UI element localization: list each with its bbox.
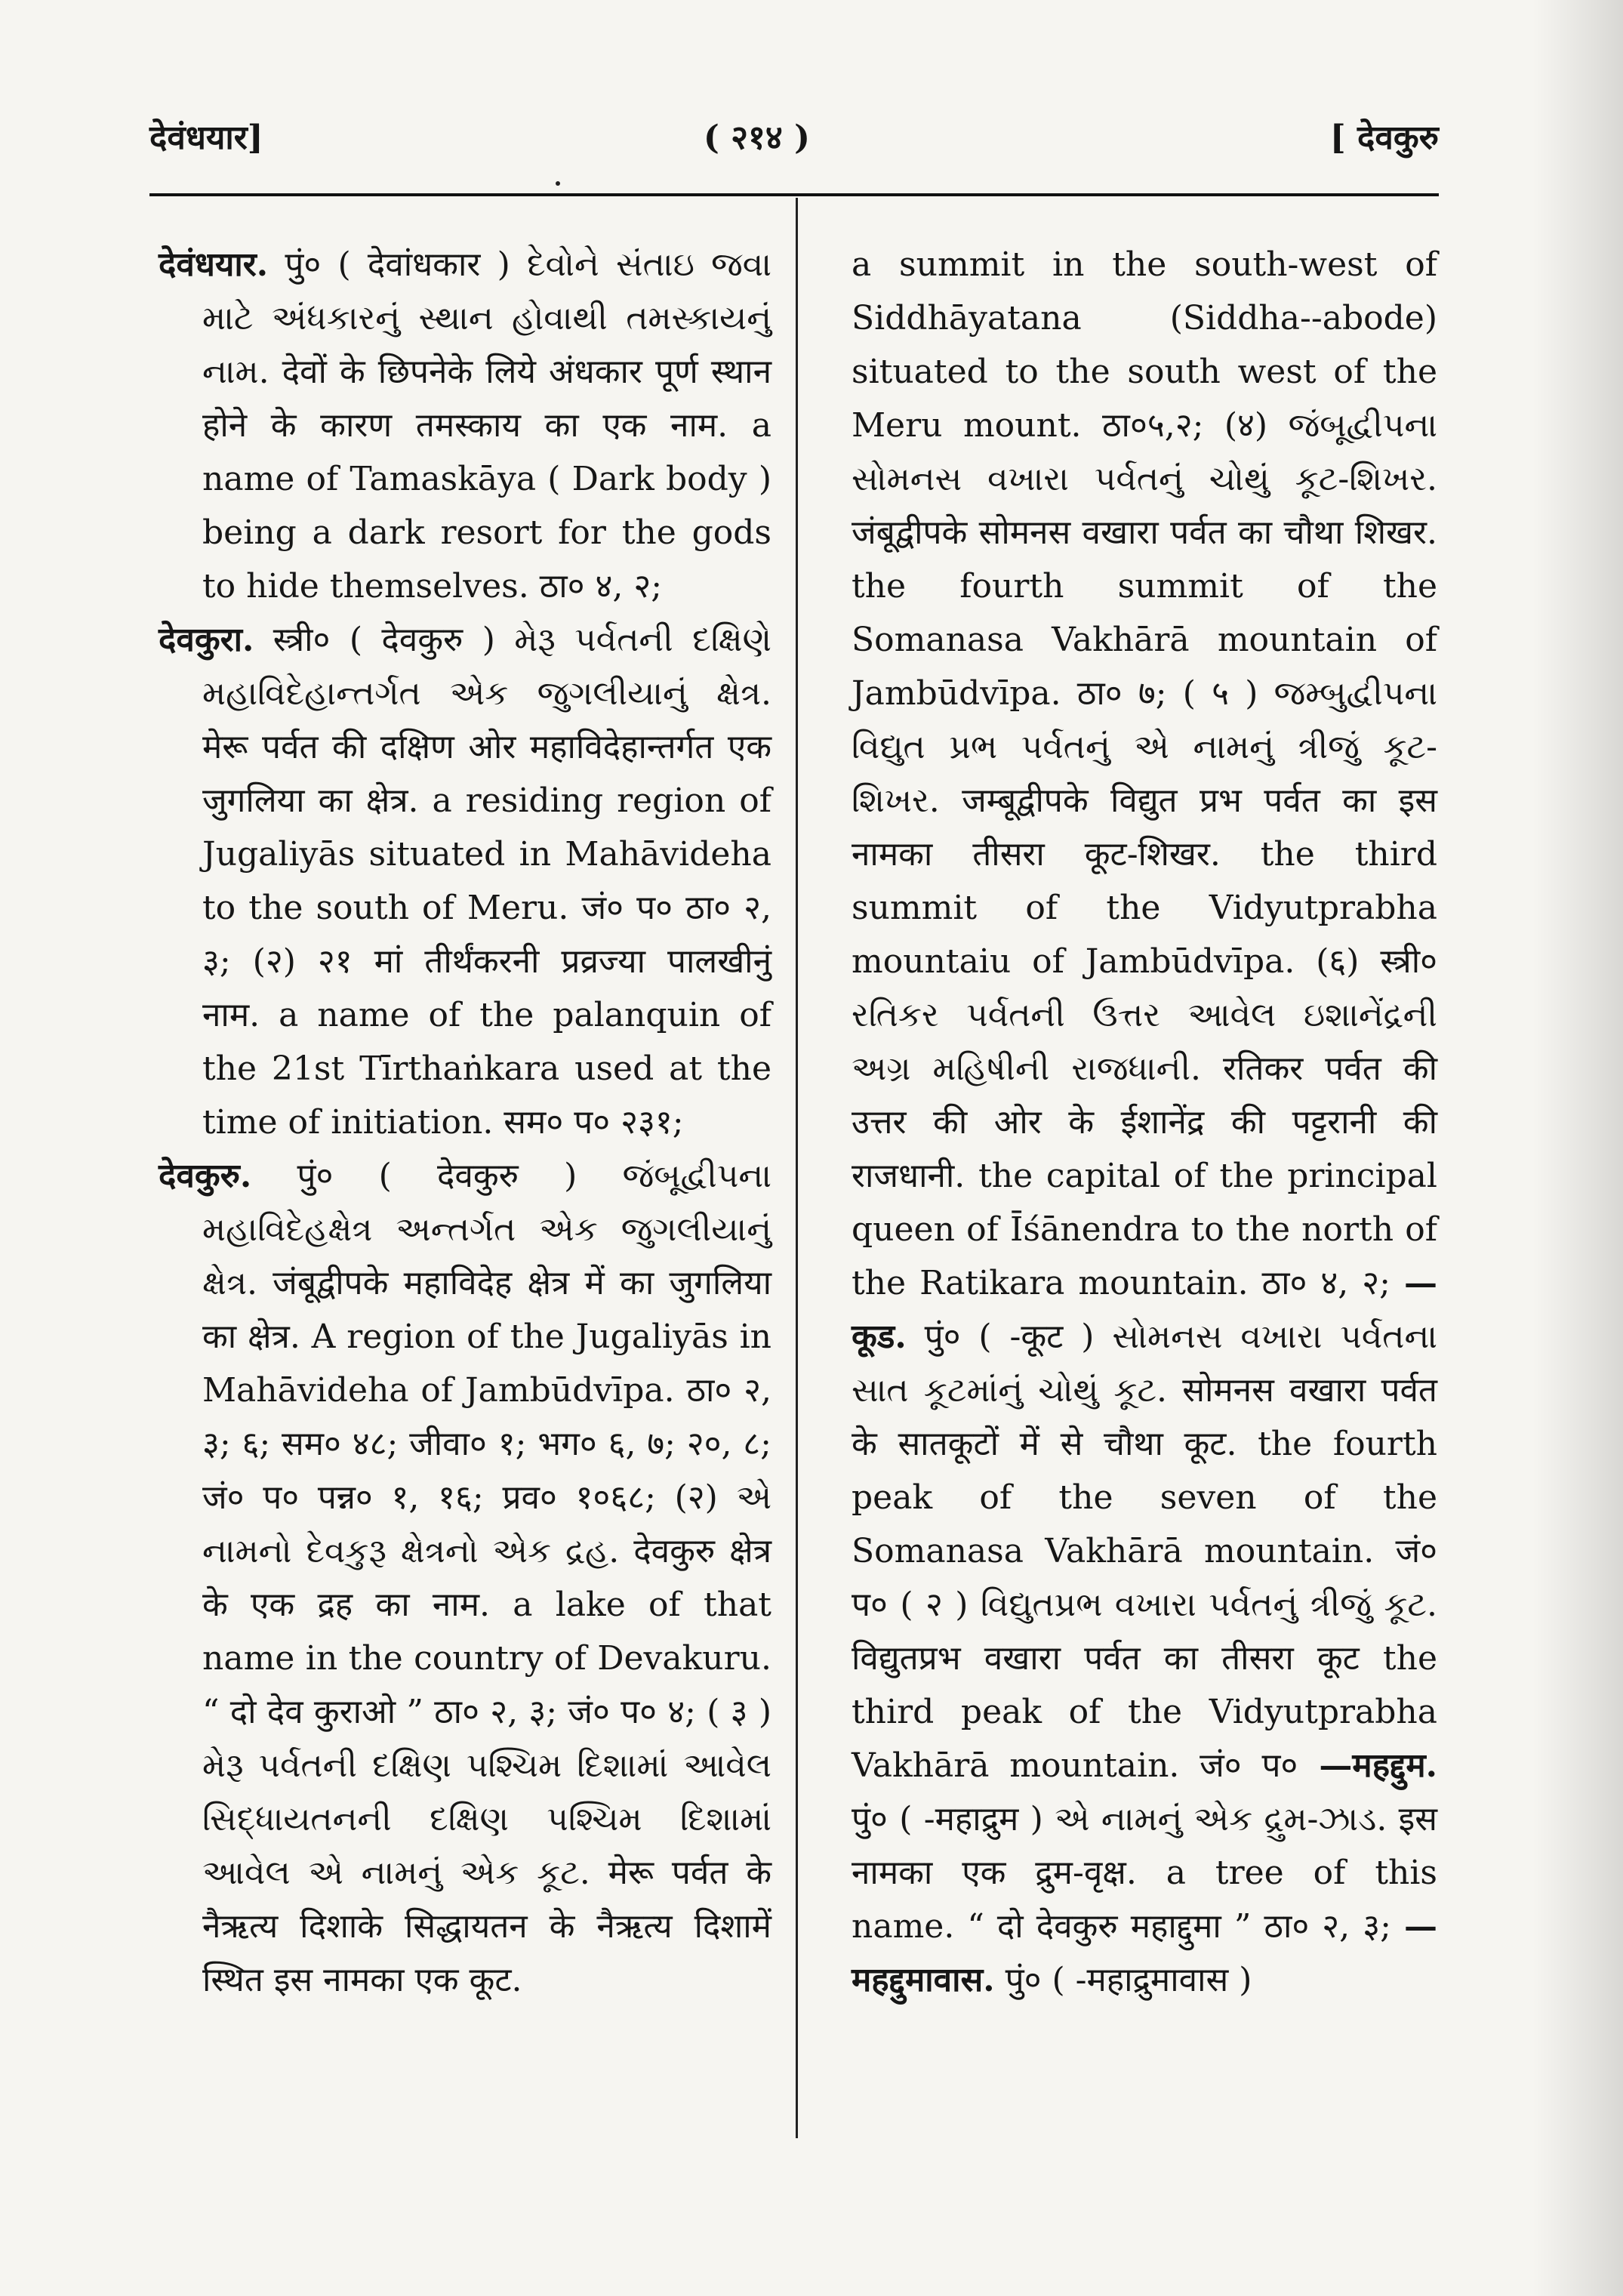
- left-column: [159, 238, 771, 2007]
- sub-headword: —महद्दुम.: [1298, 1746, 1437, 1785]
- column-divider: [796, 198, 798, 2138]
- dictionary-entry: [159, 1149, 771, 2007]
- ink-dot: [556, 181, 560, 186]
- right-column: [852, 238, 1437, 2007]
- page-edge-shadow: [1532, 0, 1623, 2296]
- headword: देवंधयार.: [159, 245, 269, 284]
- sub-entry-body: पुं० ( -महाद्रुमावास ): [994, 1961, 1252, 1999]
- entry-body: पुं० ( देवांधकार ) દેવોને સંતાઇ જવા માટે અંધકારનું સ્થાન હોવાથી તમસ્કાયનું નામ. देवों के छिपनेके लिये अंधकार पूर्ण स्थान होने के कारण तमस्काय का एक नाम. a name of Tamaskāya ( Dark body ) being a dark resort for the gods to hide themselves. ठा० ४, २;: [202, 245, 771, 606]
- header-right-guideword: [ देवकुरु: [1329, 119, 1439, 157]
- entry-body: स्त्री० ( देवकुरु ) મેરૂ પર્વતની દક્ષિણે મહાવિદેહાન્તર્ગત એક જુગલીયાનું ક્ષેત્ર. मेरू पर्वत की दक्षिण ओर महाविदेहान्तर्गत एक जुगलिया का क्षेत्र. a residing region of Jugaliyās situated in Mahāvideha to the south of Meru. जं० प० ठा० २, ३; (२) २१ मां तीर्थंकरनी प्रव्रज्या पालखीनुं नाम. a name of the palanquin of the 21st Tīrthaṅkara used at the time of initiation. सम० प० २३१;: [202, 621, 771, 1142]
- sub-entry-body: पुं० ( -कूट ) સોમનસ વખારા પર્વતના સાત કૂટમાંનું ચોથું કૂટ. सोमनस वखारा पर्वत के सातकूटों में से चौथा कूट. the fourth peak of the seven of the Somanasa Vakhārā mountain. जं० प० ( २ ) વિદ્યુતપ્રભ વખારા પર્વતનું ત્રીજું કૂટ. विद्युतप्रभ वखारा पर्वत का तीसरा कूट the third peak of the Vidyutprabha Vakhārā mountain. जं० प०: [852, 1318, 1437, 1785]
- headword: देवकुरु.: [159, 1157, 252, 1195]
- sub-headword: —कूड.: [852, 1264, 1437, 1356]
- header-left-guideword: देवंधयार]: [149, 119, 263, 157]
- sub-entry-body: पुं० ( -महाद्रुम ) એ નામનું એક દ્રુમ-ઝાડ. इस नामका एक द्रुम-वृक्ष. a tree of this name. “ दो देवकुरु महाद्दुमा ” ठा० २, ३;: [852, 1800, 1437, 1946]
- header-rule: [149, 193, 1439, 196]
- dictionary-entry: [159, 238, 771, 613]
- entry-body: a summit in the south-west of Siddhāyatana (Siddha--abode) situated to the south west of the Meru mount. ठा०५,२; (४) જંબૂદ્વીપના સોમનસ વખારા પર્વતનું ચોથું કૂટ-શિખર. जंबूद्वीपके सोमनस वखारा पर्वत का चौथा शिखर. the fourth summit of the Somanasa Vakhārā mountain of Jambūdvīpa. ठा० ७; ( ५ ) જમ્બુદ્વીપના વિદ્યુત પ્રભ પર્વતનું એ નામનું ત્રીજું કૂટ-શિખર. जम्बूद्वीपके विद्युत प्रभ पर्वत का इस नामका तीसरा कूट-शिखर. the third summit of the Vidyutprabha mountaiu of Jambūdvīpa. (६) स्त्री० રતિકર પર્વતની ઉત્તર આવેલ ઇશાનેંદ્રની અગ્ર મહિષીની રાજધાની. रतिकर पर्वत की उत्तर की ओर के ईशानेंद्र की पट्टरानी की राजधानी. the capital of the principal queen of Īśānendra to the north of the Ratikara mountain. ठा० ४, २;: [852, 245, 1437, 1302]
- entry-continuation: [852, 238, 1437, 2007]
- headword: देवकुरा.: [159, 621, 254, 659]
- sub-headword: —महद्दुमावास.: [852, 1907, 1437, 1999]
- page-header: [149, 113, 1439, 159]
- page-number: ( २१४ ): [704, 119, 810, 157]
- dictionary-entry: [159, 613, 771, 1149]
- entry-body: पुं० ( देवकुरु ) જંબૂદ્વીપના મહાવિદેહક્ષેત્ર અન્તર્ગત એક જુગલીયાનું ક્ષેત્ર. जंबूद्वीपके महाविदेह क्षेत्र में का जुगलिया का क्षेत्र. A region of the Jugaliyās in Mahāvideha of Jambūdvīpa. ठा० २, ३; ६; सम० ४८; जीवा० १; भग० ६, ७; २०, ८; जं० प० पन्न० १, १६; प्रव० १०६८; (२) એ નામનો દેવકુરૂ ક્ષેત્રનો એક દ્રહ. देवकुरु क्षेत्र के एक द्रह का नाम. a lake of that name in the country of Devakuru. “ दो देव कुराओ ” ठा० २, ३; जं० प० ४; ( ३ ) મેરૂ પર્વતની દક્ષિણ પશ્ચિમ દિશામાં આવેલ સિદ્ધાયતનની દક્ષિણ પશ્ચિમ દિશામાં આવેલ એ નામનું એક કૂટ. मेरू पर्वत के नैऋत्य दिशाके सिद्धायतन के नैऋत्य दिशामें स्थित इस नामका एक कूट.: [202, 1157, 771, 1999]
